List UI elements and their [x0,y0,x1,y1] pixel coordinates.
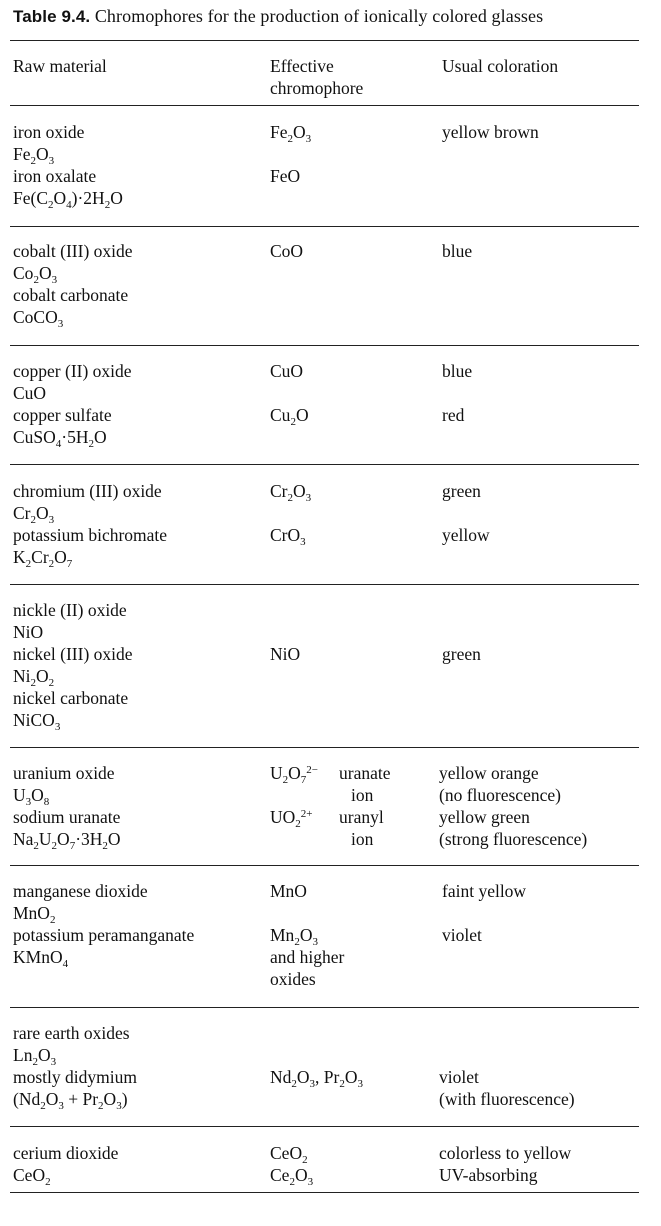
group-rule [10,345,639,346]
raw-material-cell: iron oxalate [13,166,97,186]
raw-formula-cell: $Cr_2O_3$ [13,503,55,526]
raw-formula-cell: MnO$_2$ [13,903,56,926]
raw-material-cell: rare earth oxides [13,1023,130,1043]
raw-formula-cell: CoCO$_3$ [13,307,64,330]
chromophore-cell: $Cu_2O$ [270,405,309,428]
table-title: Chromophores for the production of ionically colored glasses [94,6,544,26]
raw-material-cell: manganese dioxide [13,881,148,901]
raw-formula-cell: $Ln_2O_3$ [13,1045,57,1068]
chromophore-cell: $Mn_2O_3$ [270,925,318,948]
raw-formula-cell: CuO [13,383,47,403]
raw-formula-cell: $U_3O_8$ [13,785,50,808]
table-label: Table 9.4. [13,7,91,26]
coloration-note: (no fluorescence) [439,785,561,805]
raw-formula-cell: NiO [13,622,44,642]
coloration-cell: blue [442,241,473,261]
raw-material-cell: cerium dioxide [13,1143,119,1163]
table-top-rule [10,40,639,41]
raw-formula-cell: KMnO$_4$ [13,947,69,970]
header-raw-material: Raw material [13,56,107,76]
raw-formula-cell: $Ni_2O_2$ [13,666,55,689]
chromophore-cell: CeO$_2$ [270,1143,308,1166]
coloration-cell: UV-absorbing [439,1165,538,1185]
raw-material-cell: cobalt carbonate [13,285,129,305]
raw-formula-cell: NiCO$_3$ [13,710,61,733]
coloration-note: (strong fluorescence) [439,829,588,849]
chromophore-cell: $Cr_2O_3$ [270,481,312,504]
chromophore-cell: MnO [270,881,307,901]
coloration-cell: faint yellow [442,881,527,901]
chromophore-cell: $Ce_2O_3$ [270,1165,314,1188]
chromophore-note: uranyl [339,807,384,827]
raw-formula-cell: CeO$_2$ [13,1165,51,1188]
group-rule [10,865,639,866]
header-chromophore: chromophore [270,78,364,98]
coloration-cell: violet [442,925,482,945]
table-caption [13,6,543,27]
group-rule [10,584,639,585]
group-rule [10,464,639,465]
raw-formula-cell: $Fe(C_2O_4)\cdot 2H_2O$ [13,188,123,211]
raw-formula-cell: $Co_2O_3$ [13,263,58,286]
group-rule [10,226,639,227]
group-rule [10,1126,639,1127]
coloration-cell: yellow [442,525,490,545]
chromophore-note: ion [351,785,374,805]
raw-material-cell: nickel carbonate [13,688,129,708]
chromophore-cell: $Fe_2O_3$ [270,122,312,145]
raw-formula-cell: $Na_2U_2O_7\cdot 3H_2O$ [13,829,121,852]
raw-material-cell: nickel (III) oxide [13,644,133,664]
table-bottom-rule [10,1192,639,1193]
chromophore-note: oxides [270,969,316,989]
chromophore-cell: FeO [270,166,301,186]
raw-material-cell: mostly didymium [13,1067,137,1087]
raw-formula-cell: $(Nd_2O_3 + Pr_2O_3)$ [13,1089,128,1112]
raw-formula-cell: $Fe_2O_3$ [13,144,55,167]
raw-material-cell: uranium oxide [13,763,115,783]
raw-material-cell: copper (II) oxide [13,361,132,381]
header-rule [10,105,639,106]
chromophore-cell: NiO [270,644,301,664]
coloration-cell: green [442,644,481,664]
raw-material-cell: sodium uranate [13,807,121,827]
coloration-cell: green [442,481,481,501]
raw-material-cell: nickle (II) oxide [13,600,127,620]
group-rule [10,1007,639,1008]
coloration-cell: colorless to yellow [439,1143,572,1163]
coloration-cell: yellow brown [442,122,539,142]
chromophore-cell: $UO_2^{2+}$ [270,807,313,830]
chromophore-note: and higher [270,947,345,967]
chromophore-cell: CrO$_3$ [270,525,306,548]
raw-formula-cell: $CuSO_4\cdot 5H_2O$ [13,427,107,450]
chromophore-note: uranate [339,763,391,783]
raw-material-cell: copper sulfate [13,405,112,425]
chromophore-cell: $U_2O_7^{2-}$ [270,763,318,786]
header-coloration: Usual coloration [442,56,559,76]
chromophore-cell: $Nd_2O_3$, $Pr_2O_3$ [270,1067,363,1090]
coloration-cell: blue [442,361,473,381]
raw-formula-cell: $K_2Cr_2O_7$ [13,547,73,570]
coloration-note: (with fluorescence) [439,1089,575,1109]
raw-material-cell: potassium bichromate [13,525,168,545]
coloration-cell: violet [439,1067,479,1087]
chromophore-cell: CoO [270,241,304,261]
coloration-cell: yellow orange [439,763,539,783]
coloration-cell: yellow green [439,807,530,827]
chromophore-cell: CuO [270,361,304,381]
group-rule [10,747,639,748]
raw-material-cell: cobalt (III) oxide [13,241,133,261]
raw-material-cell: chromium (III) oxide [13,481,162,501]
raw-material-cell: potassium peramanganate [13,925,195,945]
coloration-cell: red [442,405,465,425]
chromophore-note: ion [351,829,374,849]
header-effective: Effective [270,56,334,76]
raw-material-cell: iron oxide [13,122,85,142]
